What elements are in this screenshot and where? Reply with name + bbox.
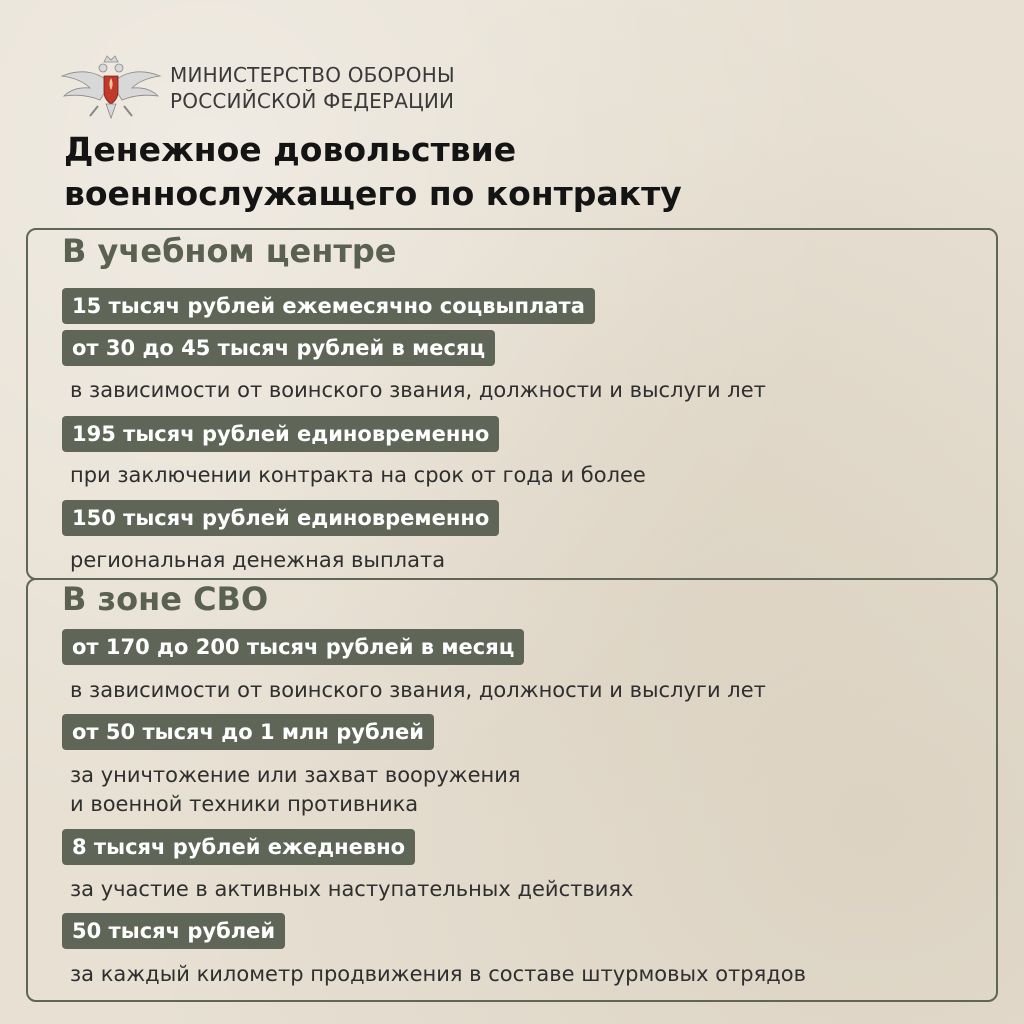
payment-note: в зависимости от воинского звания, должности и выслуги лет <box>70 378 766 402</box>
payment-highlight: от 30 до 45 тысяч рублей в месяц <box>62 330 495 366</box>
payment-highlight: 8 тысяч рублей ежедневно <box>62 829 415 865</box>
payment-note: за участие в активных наступательных действиях <box>70 877 634 901</box>
ministry-name <box>170 62 455 114</box>
ministry-name-line2: РОССИЙСКОЙ ФЕДЕРАЦИИ <box>170 89 455 113</box>
page-title-line2: военнослужащего по контракту <box>64 174 682 213</box>
svo-zone-heading: В зоне СВО <box>62 580 269 618</box>
payment-note: в зависимости от воинского звания, должности и выслуги лет <box>70 678 766 702</box>
page-title <box>64 128 682 216</box>
page-title-line1: Денежное довольствие <box>64 130 517 169</box>
payment-highlight: 15 тысяч рублей ежемесячно соцвыплата <box>62 288 595 324</box>
ministry-name-line1: МИНИСТЕРСТВО ОБОРОНЫ <box>170 63 455 87</box>
payment-note-line2: и военной техники противника <box>70 792 419 816</box>
training-center-heading: В учебном центре <box>62 232 397 270</box>
double-headed-eagle-emblem-icon <box>60 54 162 122</box>
payment-highlight: от 170 до 200 тысяч рублей в месяц <box>62 629 524 665</box>
payment-note: региональная денежная выплата <box>70 548 446 572</box>
payment-highlight: от 50 тысяч до 1 млн рублей <box>62 714 434 750</box>
payment-highlight: 195 тысяч рублей единовременно <box>62 416 499 452</box>
payment-note: за каждый километр продвижения в составе штурмовых отрядов <box>70 962 806 986</box>
payment-highlight: 50 тысяч рублей <box>62 913 285 949</box>
payment-highlight: 150 тысяч рублей единовременно <box>62 500 499 536</box>
payment-note: при заключении контракта на срок от года и более <box>70 463 646 487</box>
payment-note-line1: за уничтожение или захват вооружения <box>70 763 521 787</box>
